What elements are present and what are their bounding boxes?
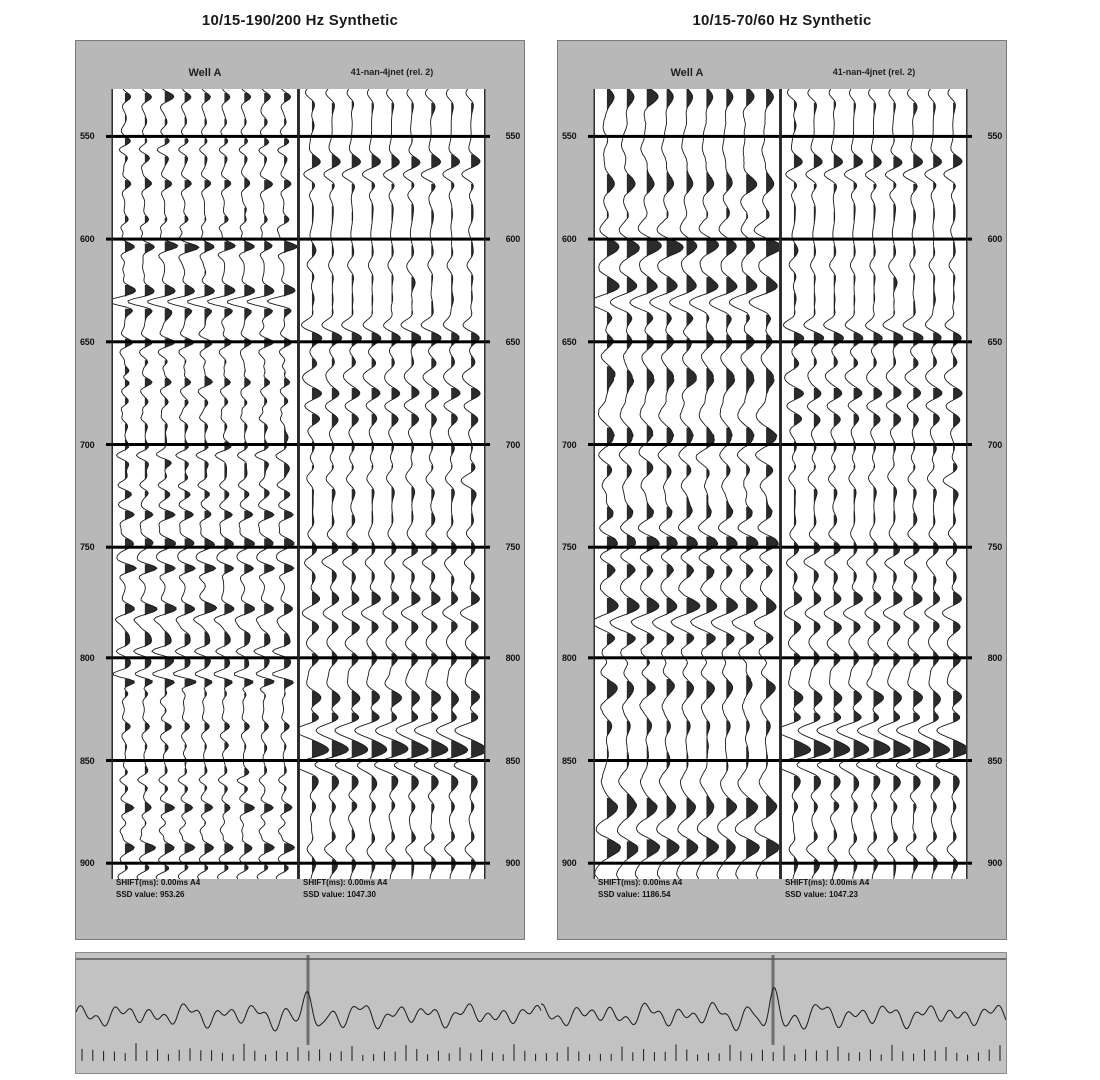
depth-tick-label: 700 <box>505 439 520 450</box>
depth-tick-label: 700 <box>987 439 1002 450</box>
depth-tick-label: 900 <box>505 858 520 869</box>
stats-well-a-left <box>112 875 298 921</box>
panel-left <box>75 40 525 940</box>
wiggle-trace-line <box>595 89 621 879</box>
track-label-seismic-left: 41-nan-4jnet (rel. 2) <box>350 67 434 77</box>
depth-tick-label: 850 <box>987 755 1002 766</box>
depth-tick-label: 800 <box>80 652 95 663</box>
depth-tick-label: 900 <box>562 858 577 869</box>
depth-tick-label: 550 <box>505 131 520 142</box>
stats-shift: SHIFT(ms): 0.00ms A4 <box>116 878 201 887</box>
wiggle-fill <box>687 89 700 859</box>
wiggle-trace-line <box>128 89 157 879</box>
wiggle-trace-line <box>936 89 967 879</box>
depth-tick-label: 550 <box>562 131 577 142</box>
depth-tick-label: 600 <box>80 234 95 245</box>
depth-tick-label: 600 <box>562 234 577 245</box>
wiggle-fill <box>627 89 640 861</box>
wiggle-trace-line <box>168 89 199 879</box>
depth-tick-label: 650 <box>80 336 95 347</box>
wiggle-trace-line <box>148 89 178 879</box>
wiggle-fill <box>125 93 136 871</box>
wiggle-trace-line <box>729 89 759 879</box>
panel-title-right: 10/15-70/60 Hz Synthetic <box>692 12 872 29</box>
wiggle-fill <box>145 93 157 871</box>
depth-tick-label: 600 <box>987 234 1002 245</box>
wiggle-fill <box>165 91 178 873</box>
track-seismic-right <box>781 89 967 879</box>
track-seismic-left <box>299 89 485 879</box>
track-label-seismic-right: 41-nan-4jnet (rel. 2) <box>832 67 916 77</box>
depth-tick-label: 750 <box>80 542 95 553</box>
stats-ssd: SSD value: 1047.23 <box>785 889 858 899</box>
wiggle-traces-well-a-right <box>595 89 780 879</box>
wiggle-trace-line <box>650 89 684 879</box>
depth-tick-label: 650 <box>987 336 1002 347</box>
stats-shift: SHIFT(ms): 0.00ms A4 <box>785 878 870 887</box>
depth-tick-label: 700 <box>562 439 577 450</box>
depth-tick-label: 900 <box>80 858 95 869</box>
track-well-a-left <box>112 89 298 879</box>
wavelet-trace <box>76 953 1006 1073</box>
track-well-a-right <box>594 89 780 879</box>
wiggle-traces-seismic-right <box>782 89 967 879</box>
depth-tick-label: 800 <box>505 652 520 663</box>
depth-tick-label: 750 <box>562 542 577 553</box>
wiggle-fill <box>244 93 255 871</box>
depth-tick-label: 900 <box>987 858 1002 869</box>
wiggle-trace-line <box>817 89 850 879</box>
wiggle-trace-line <box>247 89 274 879</box>
stats-well-a-right <box>594 875 780 921</box>
stats-shift: SHIFT(ms): 0.00ms A4 <box>598 878 683 887</box>
stats-ssd: SSD value: 953.26 <box>116 889 185 899</box>
wiggle-traces-well-a-left <box>113 89 298 879</box>
wiggle-trace-line <box>670 89 700 879</box>
wiggle-fill <box>607 89 621 859</box>
wiggle-fill <box>224 93 235 871</box>
depth-tick-label: 550 <box>987 131 1002 142</box>
stats-ssd: SSD value: 1186.54 <box>598 889 671 899</box>
wiggle-trace-line <box>267 89 297 879</box>
stats-seismic-right <box>781 875 967 921</box>
wiggle-fill <box>205 93 217 871</box>
stats-shift: SHIFT(ms): 0.00ms A4 <box>303 878 388 887</box>
depth-tick-label: 750 <box>987 542 1002 553</box>
wiggle-trace-line <box>709 89 737 879</box>
wiggle-fill <box>392 103 408 873</box>
wiggle-trace-line <box>630 89 662 879</box>
wiggle-trace-line <box>610 89 640 879</box>
depth-tick-label: 800 <box>987 652 1002 663</box>
wiggle-trace-line <box>689 89 718 879</box>
track-label-well-a-left: Well A <box>188 67 222 79</box>
wiggle-trace-line <box>227 89 254 879</box>
depth-tick-label: 700 <box>80 439 95 450</box>
wiggle-trace-line <box>188 89 217 879</box>
wavelet-panel <box>75 952 1007 1074</box>
stats-ssd: SSD value: 1047.30 <box>303 889 376 899</box>
track-label-well-a-right: Well A <box>670 67 704 79</box>
wiggle-fill <box>185 93 199 871</box>
wiggle-trace-line <box>335 89 368 879</box>
wiggle-fill <box>766 89 780 859</box>
panel-title-left: 10/15-190/200 Hz Synthetic <box>201 12 399 29</box>
wiggle-trace-line <box>749 89 780 879</box>
wiggle-fill <box>667 89 684 859</box>
depth-tick-label: 800 <box>562 652 577 663</box>
wiggle-fill <box>284 93 297 873</box>
wiggle-trace-line <box>454 89 485 879</box>
wiggle-trace-line <box>782 89 811 879</box>
wiggle-fill <box>264 93 274 871</box>
wiggle-fill <box>874 103 890 873</box>
wiggle-fill <box>726 89 737 859</box>
wiggle-trace-line <box>113 89 136 879</box>
depth-tick-label: 850 <box>80 755 95 766</box>
depth-tick-label: 650 <box>562 336 577 347</box>
wiggle-trace-line <box>300 89 329 879</box>
depth-tick-label: 850 <box>562 755 577 766</box>
depth-tick-label: 600 <box>505 234 520 245</box>
stats-seismic-left <box>299 875 485 921</box>
wiggle-trace-line <box>207 89 235 879</box>
depth-tick-label: 750 <box>505 542 520 553</box>
depth-tick-label: 650 <box>505 336 520 347</box>
depth-tick-label: 850 <box>505 755 520 766</box>
wiggle-traces-seismic-left <box>300 89 485 879</box>
panel-right <box>557 40 1007 940</box>
depth-tick-label: 550 <box>80 131 95 142</box>
